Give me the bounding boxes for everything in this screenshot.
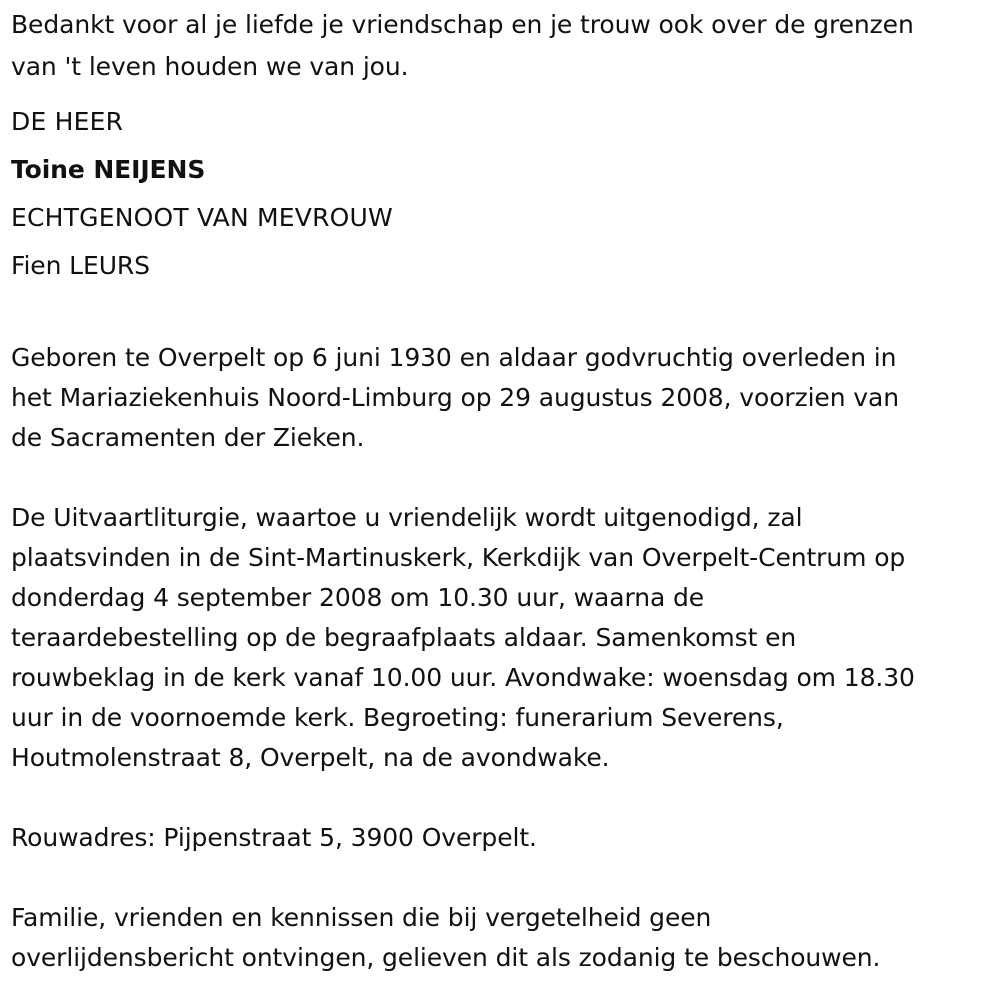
paragraph-spacer [11,298,991,338]
paragraph-line: het Mariaziekenhuis Noord-Limburg op 29 augustus 2008, voorzien van [11,383,899,412]
paragraph-line: De Uitvaartliturgie, waartoe u vriendelijk wordt uitgenodigd, zal [11,503,803,532]
paragraph-line: plaatsvinden in de Sint-Martinuskerk, Kerkdijk van Overpelt-Centrum op [11,543,906,572]
paragraph-spacer [11,458,991,498]
spouse-name: Fien LEURS [11,251,150,280]
paragraph-line: Familie, vrienden en kennissen die bij vergetelheid geen [11,903,712,932]
paragraph-line: Houtmolenstraat 8, Overpelt, na de avondwake. [11,743,610,772]
opening-verse-line: Bedankt voor al je liefde je vriendschap en je trouw ook over de grenzen [11,10,914,39]
mourning-address: Rouwadres: Pijpenstraat 5, 3900 Overpelt. [11,823,537,852]
spouse-relation: ECHTGENOOT VAN MEVROUW [11,203,393,232]
closing-paragraph [11,858,991,978]
paragraph-line: uur in de voornoemde kerk. Begroeting: funerarium Severens, [11,703,784,732]
paragraph-line: donderdag 4 september 2008 om 10.30 uur, waarna de [11,583,705,612]
opening-verse [11,4,991,88]
paragraph-spacer [11,778,991,818]
deceased-name: Toine NEIJENS [11,155,206,184]
paragraph-line: Geboren te Overpelt op 6 juni 1930 en aldaar godvruchtig overleden in [11,343,897,372]
paragraph-line: rouwbeklag in de kerk vanaf 10.00 uur. Avondwake: woensdag om 18.30 [11,663,915,692]
deceased-title: DE HEER [11,107,124,136]
obituary-text [11,0,991,978]
paragraph-line: de Sacramenten der Zieken. [11,423,365,452]
paragraph-line: teraardebestelling op de begraafplaats aldaar. Samenkomst en [11,623,797,652]
birth-death-paragraph [11,298,991,458]
deceased-block [11,98,991,290]
funeral-paragraph [11,458,991,778]
paragraph-line: overlijdensbericht ontvingen, gelieven dit als zodanig te beschouwen. [11,943,881,972]
paragraph-spacer [11,858,991,898]
mourning-address-paragraph [11,778,991,858]
opening-verse-line: van 't leven houden we van jou. [11,52,409,81]
